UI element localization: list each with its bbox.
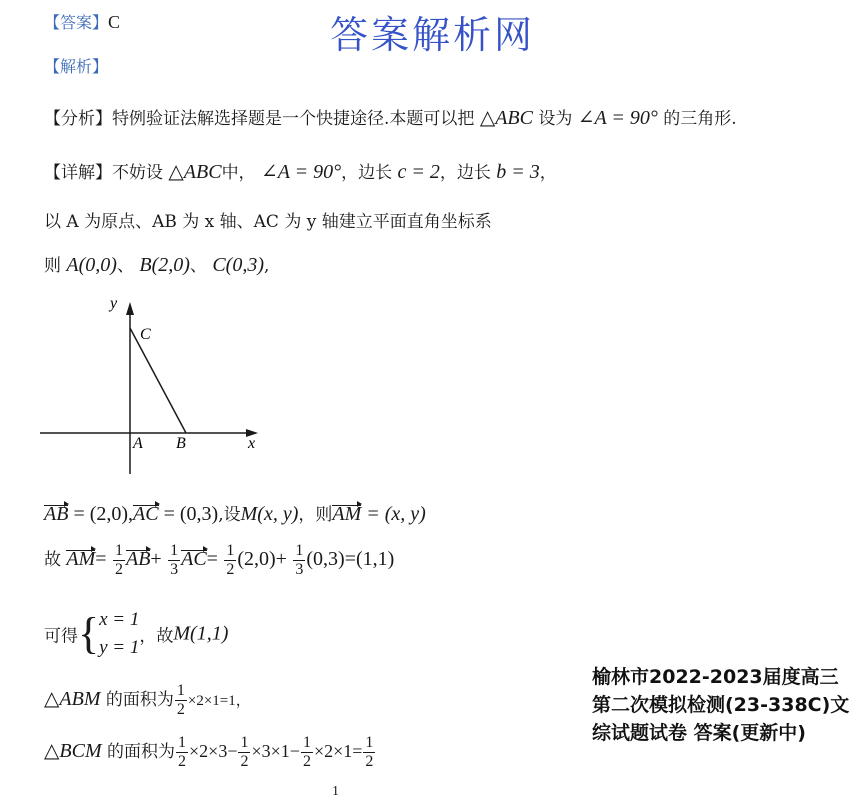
label-x: x <box>248 435 256 452</box>
vectors-line: AB = (2,0),AC = (0,3),设M(x, y)，则AM = (x, y) <box>44 503 426 525</box>
label-b: B <box>176 435 186 452</box>
bcm-line: △BCM 的面积为 $\frac{1}{2}$ ×2×3− $\frac{1}{2}$ ×3×1− $\frac{1}{2}$ ×2×1= $\frac{1}{2}$ <box>44 734 374 770</box>
label-c: C <box>140 326 151 343</box>
segment-cb <box>130 328 186 433</box>
abm-line: △ABM 的面积为 $\frac{1}{2}$ ×2×1=1， <box>44 682 251 718</box>
fenxi-line: 【分析】特例验证法解选择题是一个快捷途径.本题可以把 △ABC 设为 ∠A = 90° 的三角形. <box>44 107 737 129</box>
analysis-tag: 【解析】 <box>44 57 109 76</box>
coord-system-text: 以 A 为原点、AB 为 x 轴、AC 为 y 轴建立平面直角坐标系 <box>44 212 492 232</box>
gu-line: 故 AM= $\frac{1}{2}$ AB+ $\frac{1}{3}$ AC= $\frac{1}{2}$ (2,0)+ $\frac{1}{3}$ (0,3)=(1,1) <box>44 542 395 578</box>
side-note: 榆林市2022-2023届度高三第二次模拟检测(23-338C)文综试题试卷 答案(更新中) <box>592 666 850 744</box>
label-y: y <box>110 295 118 312</box>
answer-value: C <box>108 12 121 32</box>
coordinate-figure <box>30 290 270 480</box>
label-a: A <box>133 435 143 452</box>
xiangjie-line: 【详解】不妨设 △ABC中， ∠A = 90°，边长 c = 2，边长 b = 3， <box>44 161 557 183</box>
kede-line: 可得{ x = 1 y = 1 ，故M(1,1) <box>44 609 229 658</box>
site-title: 答案解析网 <box>330 13 536 57</box>
y-axis-arrow <box>126 302 134 315</box>
bottom-cut-number: 1 <box>332 784 339 799</box>
points-line: 则 A(0,0)、 B(2,0)、 C(0,3), <box>44 254 270 276</box>
answer-tag: 【答案】C <box>44 12 121 32</box>
